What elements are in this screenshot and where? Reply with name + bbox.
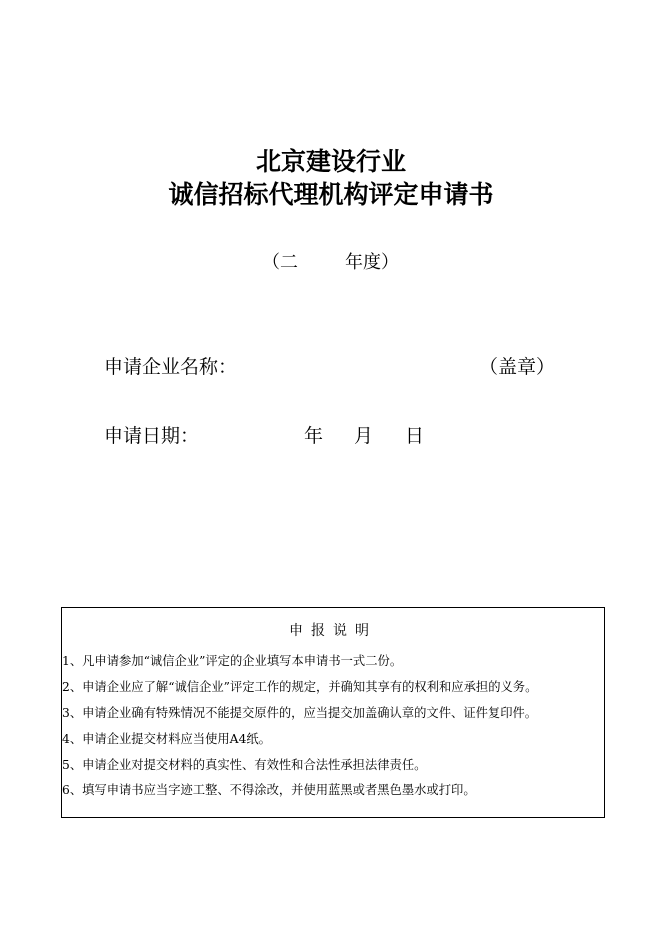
notes-heading: 申报说明	[289, 623, 377, 639]
month-unit: 月	[354, 425, 374, 447]
day-unit: 日	[405, 425, 425, 447]
note-item: 6、填写申请书应当字迹工整、不得涂改，并使用蓝黑或者黑色墨水或打印。	[62, 783, 476, 797]
company-name-field[interactable]	[245, 352, 475, 378]
date-label: 申请日期：	[104, 425, 200, 447]
year-unit: 年	[304, 425, 324, 447]
year-suffix: 年度）	[345, 252, 399, 273]
year-prefix: （二	[262, 252, 298, 273]
note-item: 4、申请企业提交材料应当使用A4纸。	[62, 732, 271, 746]
note-item: 2、申请企业应了解“诚信企业”评定工作的规定，并确知其享有的权利和应承担的义务。	[62, 680, 538, 694]
note-item: 3、申请企业确有特殊情况不能提交原件的，应当提交加盖确认章的文件、证件复印件。	[62, 706, 538, 720]
company-name-label: 申请企业名称：	[104, 356, 238, 378]
title-line-1: 北京建设行业	[255, 147, 406, 176]
notes-box	[61, 607, 605, 818]
seal-label: （盖章）	[479, 356, 556, 378]
note-item: 1、凡申请参加“诚信企业”评定的企业填写本申请书一式二份。	[62, 654, 403, 668]
note-item: 5、申请企业对提交材料的真实性、有效性和合法性承担法律责任。	[62, 758, 427, 772]
title-line-2: 诚信招标代理机构评定申请书	[168, 180, 494, 209]
